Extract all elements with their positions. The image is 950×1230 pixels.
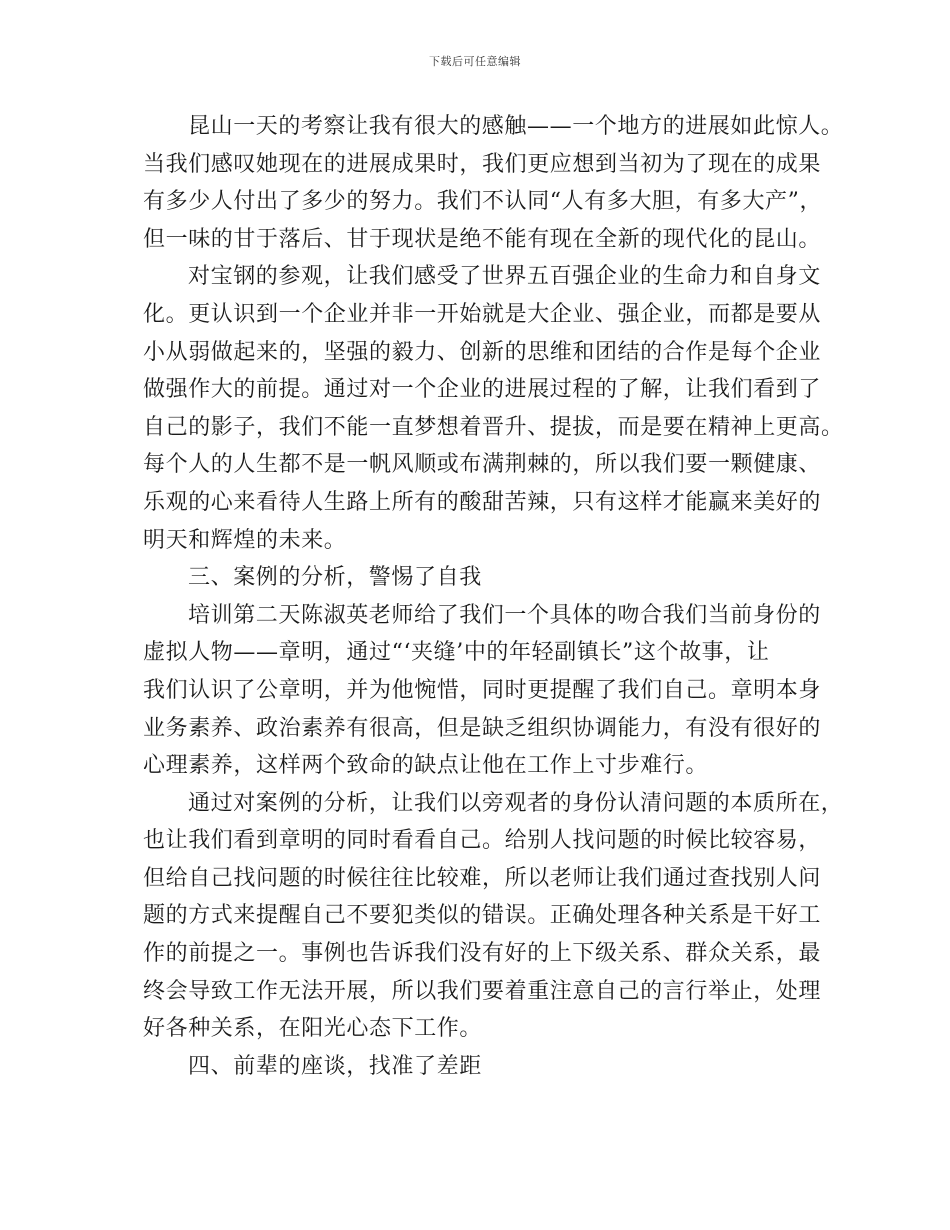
document-body (143, 108, 844, 1085)
text-line: 小从弱做起来的，坚强的毅力、创新的思维和团结的合作是每个企业 (143, 339, 822, 365)
text-line: 昆山一天的考察让我有很大的感触——一个地方的进展如此惊人。 (188, 114, 844, 139)
page-header: 下载后可任意编辑 (429, 55, 521, 68)
text-line: 乐观的心来看待人生路上所有的酸甜苦辣，只有这样才能赢来美好的 (143, 489, 822, 515)
text-line: 每个人的人生都不是一帆风顺或布满荆棘的，所以我们要一颗健康、 (143, 452, 822, 478)
text-line: 我们认识了公章明，并为他惋惜，同时更提醒了我们自己。章明本身 (143, 677, 822, 703)
text-line: 好各种关系，在阳光心态下工作。 (143, 1016, 483, 1042)
text-line: 心理素养，这样两个致命的缺点让他在工作上寸步难行。 (143, 753, 709, 779)
text-line: 明天和辉煌的未来。 (143, 527, 347, 553)
text-line: 题的方式来提醒自己不要犯类似的错误。正确处理各种关系是干好工 (143, 903, 822, 929)
text-line: 四、前辈的座谈，找准了差距 (188, 1053, 482, 1079)
text-line: 但一味的甘于落后、甘于现状是绝不能有现在全新的现代化的昆山。 (143, 226, 822, 252)
text-line: 自己的影子，我们不能一直梦想着晋升、提拔，而是要在精神上更高。 (143, 414, 844, 440)
text-line: 化。更认识到一个企业并非一开始就是大企业、强企业，而都是要从 (143, 301, 822, 327)
text-line: 也让我们看到章明的同时看看自己。给别人找问题的时候比较容易， (143, 828, 822, 854)
text-line: 但给自己找问题的时候往往比较难，所以老师让我们通过查找别人问 (143, 865, 822, 891)
text-line: 终会导致工作无法开展，所以我们要着重注意自己的言行举止，处理 (143, 978, 822, 1004)
text-line: 有多少人付出了多少的努力。我们不认同“人有多大胆，有多大产”， (143, 189, 823, 215)
text-line: 虚拟人物——章明，通过“‘夹缝’中的年轻副镇长”这个故事，让 (143, 640, 770, 666)
text-line: 对宝钢的参观，让我们感受了世界五百强企业的生命力和自身文 (188, 264, 821, 290)
text-line: 作的前提之一。事例也告诉我们没有好的上下级关系、群众关系，最 (143, 941, 822, 967)
text-line: 培训第二天陈淑英老师给了我们一个具体的吻合我们当前身份的 (188, 602, 821, 628)
text-line: 做强作大的前提。通过对一个企业的进展过程的了解，让我们看到了 (143, 377, 822, 403)
text-line: 业务素养、政治素养有很高，但是缺乏组织协调能力，有没有很好的 (143, 715, 822, 741)
text-line: 通过对案例的分析，让我们以旁观者的身份认清问题的本质所在， (188, 790, 844, 816)
text-line: 三、案例的分析，警惕了自我 (188, 565, 482, 591)
text-line: 当我们感叹她现在的进展成果时，我们更应想到当初为了现在的成果 (143, 151, 822, 177)
